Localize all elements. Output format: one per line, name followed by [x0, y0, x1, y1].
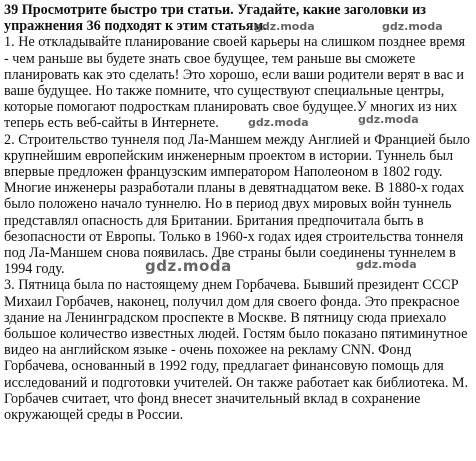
- watermark: gdz.moda: [254, 20, 315, 33]
- article-3: 3. Пятница была по настоящему днем Горбачева. Бывший президент СССР Михаил Горбачев, наконец, получил дом для своего фонда. Это прекрасное здание на Ленинградском проспекте в Москве. В пятницу сюда приехало большое количество известных людей. Гостям было показано пятиминутное видео на английском языке - очень похожее на рекламу CNN. Фонд Горбачева, основанный в 1992 году, предлагает финансовую помощь для исследований и подготовки учителей. Он также работает как библиотека. М. Горбачев считает, что фонд внесет значительный вклад в сохранение окружающей среды в России.: [4, 277, 469, 424]
- watermark: gdz.moda: [145, 257, 232, 275]
- watermark: gdz.moda: [382, 20, 443, 33]
- article-1: 1. Не откладывайте планирование своей карьеры на слишком позднее время - чем раньше вы будете знать свое будущее, тем раньше вы сможете планировать как это сделать! Это хорошо, если ваши родители верят в вас и ваше будущее. Но также помните, что существуют специальные центры, которые помогают подросткам планировать свое будущее.У многих из них теперь есть веб-сайты в Интернете.: [4, 34, 466, 132]
- watermark: gdz.moda: [248, 116, 309, 129]
- article-2: 2. Строительство туннеля под Ла-Маншем между Англией и Францией было крупнейшим европейским инженерным проектом в истории. Туннель был впервые предложен французским императором Наполеоном в 1802 году. Многие инженеры разработали планы в девятнадцатом веке. В 1880-х годах было положено начало туннелю. Но в период двух мировых войн туннель представлял опасность для Британии. Британия предпочитала быть в безопасности от Европы. Только в 1960-х годах идея строительства тоннеля под Ла-Маншем снова появилась. Две страны были соединены туннелем в 1994 году.: [4, 131, 470, 278]
- task-heading: 39 Просмотрите быстро три статьи. Угадайте, какие заголовки из упражнения 36 подходят к этим статьям.: [4, 2, 427, 35]
- watermark: gdz.moda: [358, 113, 419, 126]
- exercise-page: [4, 2, 472, 423]
- watermark: gdz.moda: [356, 258, 417, 271]
